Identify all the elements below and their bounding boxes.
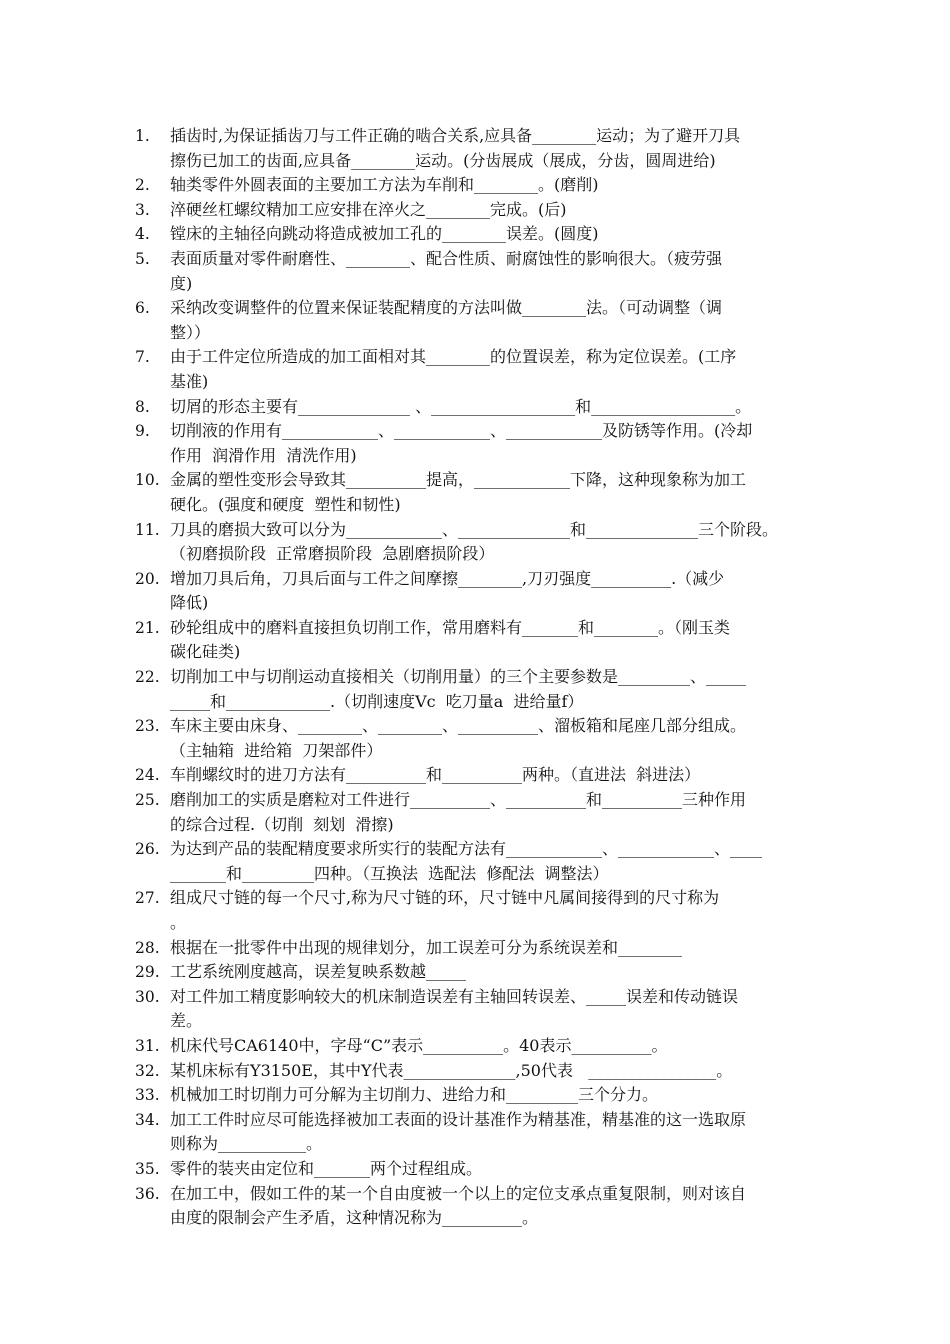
question-text-line: 擦伤已加工的齿面,应具备________运动。(分齿展成（展成，分齿，圆周进给): [170, 150, 716, 170]
question-text-line: _______和_________四种。（互换法 选配法 修配法 调整法）: [170, 863, 609, 883]
question-text-line: 整））: [170, 322, 211, 342]
question-text-line: 轴类零件外圆表面的主要加工方法为车削和________。(磨削): [170, 175, 599, 195]
question-text-line: 车床主要由床身、________、________、__________、溜板箱和尾座几部分组成。: [170, 716, 747, 736]
question-item: [0, 395, 950, 420]
question-text-line: 镗床的主轴径向跳动将造成被加工孔的________误差。(圆度): [170, 224, 599, 244]
question-item: [0, 665, 950, 714]
question-text-line: 采纳改变调整件的位置来保证装配精度的方法叫做________法。（可动调整（调: [170, 298, 723, 318]
question-item: [0, 886, 950, 935]
question-number: 21.: [135, 618, 160, 637]
question-number: 11.: [135, 520, 160, 539]
question-number: 36.: [135, 1184, 160, 1203]
question-text-line: 基准): [170, 371, 209, 391]
question-text-line: 作用 润滑作用 清洗作用): [170, 445, 357, 465]
question-text-line: 车削螺纹时的进刀方法有__________和__________两种。（直进法 斜进法）: [170, 765, 701, 785]
question-number: 26.: [135, 840, 160, 859]
question-number: 3.: [135, 200, 150, 219]
question-item: [0, 837, 950, 886]
question-number: 34.: [135, 1110, 160, 1129]
question-number: 2.: [135, 176, 150, 195]
question-text-line: 机械加工时切削力可分解为主切削力、进给力和_________三个分力。: [170, 1085, 659, 1105]
question-text-line: 则称为___________。: [170, 1134, 323, 1154]
question-item: [0, 419, 950, 468]
question-text-line: 。: [170, 913, 187, 932]
question-number: 29.: [135, 963, 160, 982]
question-item: [0, 124, 950, 173]
question-item: [0, 788, 950, 837]
question-number: 22.: [135, 668, 160, 687]
question-number: 30.: [135, 987, 160, 1006]
question-text-line: 增加刀具后角，刀具后面与工件之间摩擦________,刀刃强度__________.（减少: [170, 568, 725, 588]
question-number: 9.: [135, 422, 150, 441]
question-item: [0, 198, 950, 223]
question-item: [0, 296, 950, 345]
question-text-line: 某机床标有Y3150E，其中Y代表______________,50代表 ________________。: [170, 1060, 733, 1080]
question-text-line: _____和_____________.（切削速度Vc 吃刀量a 进给量f）: [170, 691, 584, 711]
question-item: [0, 1108, 950, 1157]
question-number: 24.: [135, 766, 160, 785]
question-text-line: 切屑的形态主要有______________ 、__________________和__________________。: [170, 396, 752, 416]
question-text-line: 组成尺寸链的每一个尺寸,称为尺寸链的环，尺寸链中凡属间接得到的尺寸称为: [170, 888, 720, 908]
question-item: [0, 616, 950, 665]
question-number: 10.: [135, 471, 160, 490]
question-number: 33.: [135, 1086, 160, 1105]
question-text-line: 砂轮组成中的磨料直接担负切削工作，常用磨料有_______和________。（刚玉类: [170, 617, 731, 637]
question-item: [0, 247, 950, 296]
question-text-line: （主轴箱 进给箱 刀架部件）: [170, 740, 383, 760]
question-number: 8.: [135, 397, 150, 416]
question-text-line: 零件的装夹由定位和_______两个过程组成。: [170, 1158, 483, 1178]
question-text-line: 切削加工中与切削运动直接相关（切削用量）的三个主要参数是_________、_____: [170, 667, 747, 687]
question-item: [0, 763, 950, 788]
question-text-line: 碳化硅类): [170, 642, 241, 662]
question-text-line: 由度的限制会产生矛盾，这种情况称为__________。: [170, 1208, 539, 1228]
question-number: 23.: [135, 717, 160, 736]
question-text-line: 淬硬丝杠螺纹精加工应安排在淬火之________完成。(后): [170, 199, 567, 219]
question-text-line: 工艺系统刚度越高，误差复映系数越_____: [170, 962, 467, 982]
question-item: [0, 714, 950, 763]
question-number: 1.: [135, 127, 150, 145]
question-item: [0, 222, 950, 247]
question-item: [0, 985, 950, 1034]
question-text-line: （初磨损阶段 正常磨损阶段 急剧磨损阶段）: [170, 544, 495, 564]
question-item: [0, 567, 950, 616]
question-text-line: 加工工件时应尽可能选择被加工表面的设计基准作为精基准，精基准的这一选取原: [170, 1109, 747, 1129]
question-number: 25.: [135, 791, 160, 810]
question-number: 27.: [135, 889, 160, 908]
question-text-line: 对工件加工精度影响较大的机床制造误差有主轴回转误差、_____误差和传动链误: [170, 986, 739, 1006]
question-text-line: 表面质量对零件耐磨性、________、配合性质、耐腐蚀性的影响很大。（疲劳强: [170, 248, 723, 268]
question-text-line: 降低): [170, 593, 209, 613]
question-text-line: 磨削加工的实质是磨粒对工件进行__________、__________和__________三种作用: [170, 790, 747, 810]
question-number: 4.: [135, 225, 150, 244]
question-text-line: 在加工中，假如工件的某一个自由度被一个以上的定位支承点重复限制，则对该自: [170, 1183, 747, 1203]
question-text-line: 刀具的磨损大致可以分为____________、______________和______________三个阶段。: [170, 519, 779, 539]
question-number: 7.: [135, 348, 150, 367]
question-text-line: 由于工件定位所造成的加工面相对其________的位置误差，称为定位误差。(工序: [170, 347, 737, 367]
question-number: 5.: [135, 249, 150, 268]
question-text-line: 差。: [170, 1011, 203, 1031]
question-number: 20.: [135, 569, 160, 588]
question-item: [0, 1182, 950, 1231]
question-text-line: 根据在一批零件中出现的规律划分，加工误差可分为系统误差和________: [170, 937, 683, 957]
question-item: [0, 1059, 950, 1084]
question-number: 28.: [135, 938, 160, 957]
question-number: 31.: [135, 1036, 160, 1055]
question-text-line: 度): [170, 273, 193, 293]
question-text-line: 切削液的作用有____________、____________、____________及防锈等作用。(冷却: [170, 421, 753, 441]
question-text-line: 金属的塑性变形会导致其__________提高，____________下降，这种现象称为加工: [170, 470, 747, 490]
question-item: [0, 173, 950, 198]
question-text-line: 硬化。(强度和硬度 塑性和韧性): [170, 494, 401, 514]
question-text-line: 机床代号CA6140中，字母“C”表示__________。40表示__________。: [170, 1035, 668, 1055]
question-item: [0, 518, 950, 567]
question-list: [0, 124, 950, 1231]
question-item: [0, 1083, 950, 1108]
question-item: [0, 1157, 950, 1182]
question-text-line: 插齿时,为保证插齿刀与工件正确的啮合关系,应具备________运动；为了避开刀具: [170, 126, 741, 145]
question-item: [0, 468, 950, 517]
question-item: [0, 1034, 950, 1059]
question-item: [0, 936, 950, 961]
question-item: [0, 345, 950, 394]
question-number: 35.: [135, 1159, 160, 1178]
question-number: 6.: [135, 299, 150, 318]
question-text-line: 为达到产品的装配精度要求所实行的装配方法有____________、____________、____: [170, 839, 763, 859]
question-item: [0, 960, 950, 985]
question-number: 32.: [135, 1061, 160, 1080]
question-text-line: 的综合过程.（切削 刻划 滑擦): [170, 814, 394, 834]
